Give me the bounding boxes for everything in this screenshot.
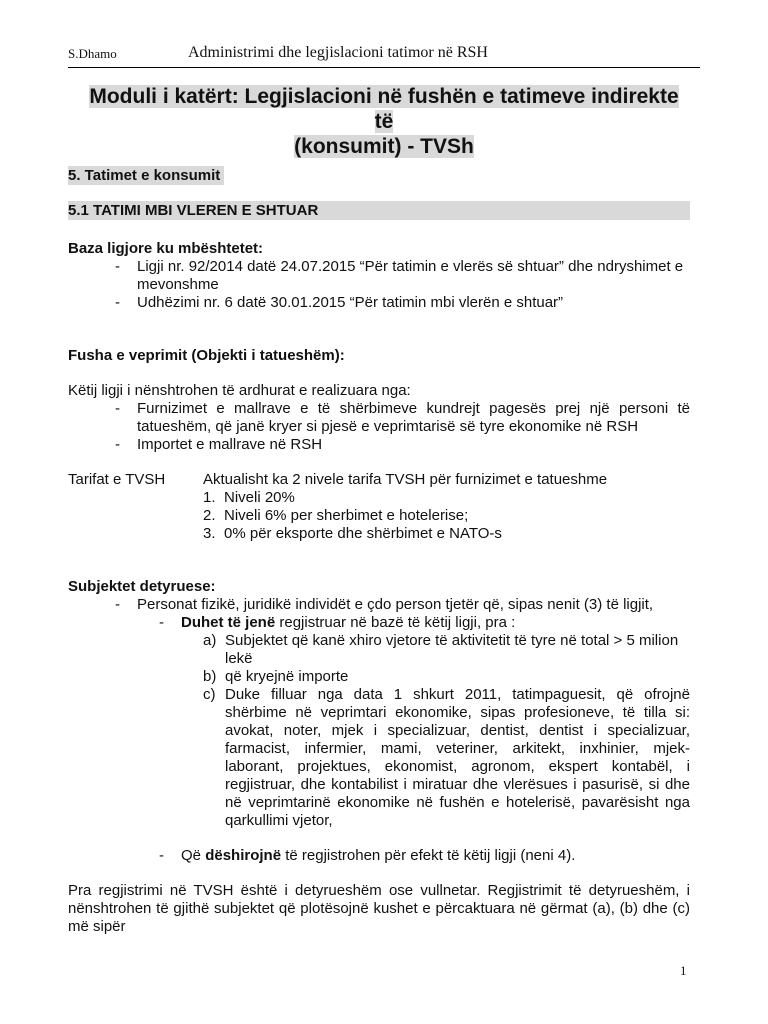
item-c-line: regjistruar, dhe kontabilist i miratuar dhe vlerësues i pasurisë, si dhe	[225, 776, 690, 793]
header-running-title: Administrimi dhe legjislacioni tatimor në RSH	[188, 44, 488, 61]
tariff-num: 3.	[203, 525, 216, 542]
header-author: S.Dhamo	[68, 46, 117, 61]
closing-line-3: më sipër	[68, 918, 126, 935]
list-dash: -	[115, 294, 120, 311]
list-dash: -	[159, 614, 164, 631]
legal-basis-item-1-line-1: Ligji nr. 92/2014 datë 24.07.2015 “Për tatimin e vlerës së shtuar” dhe ndryshimet e	[137, 258, 684, 275]
item-c-line: shërbime në veprimtari ekonomike, sipas profesioneve, të tilla si:	[225, 704, 690, 721]
module-title	[86, 84, 682, 159]
subjects-heading: Subjektet detyruese:	[68, 578, 216, 595]
tariffs-label: Tarifat e TVSH	[68, 471, 166, 488]
item-label-c: c)	[203, 686, 216, 703]
item-c-line: në veprimtarinë ekonomike në fushën e hotelerisë, pavarësisht nga	[225, 794, 690, 811]
scope-item-2: Importet e mallrave në RSH	[137, 436, 323, 453]
voluntary-bold: dëshirojnë	[205, 847, 282, 864]
tariff-num: 2.	[203, 507, 216, 524]
scope-intro: Këtij ligji i nënshtrohen të ardhurat e realizuara nga:	[68, 382, 411, 399]
list-dash: -	[115, 400, 120, 417]
item-c-line: avokat, noter, mjek i specializuar, dentist, dentist i specializuar,	[225, 722, 690, 739]
must-register-bold: Duhet të jenë	[181, 614, 276, 631]
page-number: 1	[680, 963, 687, 978]
tariffs-intro: Aktualisht ka 2 nivele tarifa TVSH për furnizimet e tatueshme	[203, 471, 608, 488]
tariff-item: Niveli 6% per sherbimet e hotelerise;	[224, 507, 469, 524]
tariff-item: 0% për eksporte dhe shërbimet e NATO-s	[224, 525, 502, 542]
title-line-2: (konsumit) - TVSh	[294, 135, 474, 158]
item-c-line: laborant, projektues, ekonomist, agronom, ekspert kontabël, i	[225, 758, 690, 775]
voluntary-post: të regjistrohen për efekt të këtij ligji (neni 4).	[281, 847, 576, 864]
must-register-rest: regjistruar në bazë të këtij ligji, pra :	[275, 614, 516, 631]
title-line-1: Moduli i katërt: Legjislacioni në fushën e tatimeve indirekte të	[89, 85, 679, 133]
item-c-line: farmacist, infermier, mami, veteriner, arkitekt, inxhinier, mjek-	[225, 740, 690, 757]
tariff-num: 1.	[203, 489, 216, 506]
list-dash: -	[115, 258, 120, 275]
tariff-item: Niveli 20%	[224, 489, 295, 506]
closing-line-2: nënshtrohen të gjithë subjektet që plotësojnë kushet e përcaktuara në gërmat (a), (b) dhe (c)	[68, 900, 690, 917]
legal-basis-item-2: Udhëzimi nr. 6 datë 30.01.2015 “Për tatimin mbi vlerën e shtuar”	[137, 294, 564, 311]
list-dash: -	[115, 436, 120, 453]
section-5-heading: 5. Tatimet e konsumit	[68, 166, 224, 185]
voluntary-pre: Që	[181, 847, 206, 864]
legal-basis-heading: Baza ligjore ku mbështetet:	[68, 240, 264, 257]
section-5-1-heading: 5.1 TATIMI MBI VLEREN E SHTUAR	[68, 201, 690, 220]
item-label-b: b)	[203, 668, 217, 685]
item-a-line-1: Subjektet që kanë xhiro vjetore të aktivitetit të tyre në total > 5 milion	[225, 632, 679, 649]
item-c-line: qarkullimi vjetor,	[225, 812, 333, 829]
page-header	[68, 44, 700, 68]
list-dash: -	[115, 596, 120, 613]
item-a-line-2: lekë	[225, 650, 253, 667]
voluntary-line	[181, 846, 575, 865]
must-register-line	[181, 613, 515, 632]
item-label-a: a)	[203, 632, 217, 649]
scope-item-1-line-2: tatueshëm, që janë kryer si pjesë e veprimtarisë së tyre ekonomike në RSH	[137, 418, 639, 435]
subjects-item-1: Personat fizikë, juridikë individët e çdo person tjetër që, sipas nenit (3) të ligjit,	[137, 596, 654, 613]
item-c-line: Duke filluar nga data 1 shkurt 2011, tatimpaguesit, që ofrojnë	[225, 686, 690, 703]
scope-item-1-line-1: Furnizimet e mallrave e të shërbimeve kundrejt pagesës prej një personi të	[137, 400, 690, 417]
item-b-text: që kryejnë importe	[225, 668, 349, 685]
legal-basis-item-1-line-2: mevonshme	[137, 276, 219, 293]
list-dash: -	[159, 847, 164, 864]
scope-heading: Fusha e veprimit (Objekti i tatueshëm):	[68, 347, 345, 364]
closing-line-1: Pra regjistrimi në TVSH është i detyrueshëm ose vullnetar. Regjistrimit të detyrueshëm, i	[68, 882, 690, 899]
